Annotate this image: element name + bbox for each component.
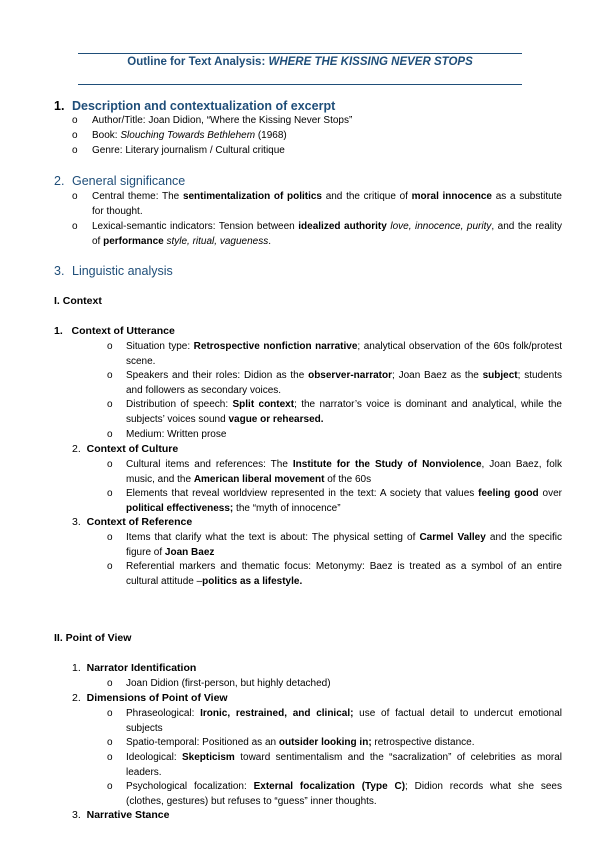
bullet-marker: o [107,737,113,748]
section-2-heading: 2. General significance [54,174,186,188]
bullet-marker: o [107,459,113,470]
context-of-reference-heading: 3. Context of Reference [72,516,193,528]
narrator-identification-heading: 1. Narrator Identification [72,662,197,674]
context-of-culture-heading: 2. Context of Culture [72,443,179,455]
speakers-item: Speakers and their roles: Didion as the observer-narrator; Joan Baez as the subject; students and followers as secondary voices. [126,370,562,396]
referential-markers-item: Referential markers and thematic focus: Metonymy: Baez is treated as a symbol of an entire cultural attitude –politics as a lifestyle. [126,561,562,587]
title-rule-bottom [78,84,522,85]
worldview-item: Elements that reveal worldview represented in the text: A society that values feeling good over political effectiveness; the “myth of innocence” [126,488,562,514]
part-i-heading: I. Context [54,295,102,307]
bullet-marker: o [72,145,78,156]
genre-item: Genre: Literary journalism / Cultural critique [92,145,285,156]
medium-item: Medium: Written prose [126,429,227,440]
title-rule-top [78,53,522,54]
bullet-marker: o [107,708,113,719]
book-item: Book: Slouching Towards Bethlehem (1968) [92,130,287,141]
bullet-marker: o [107,781,113,792]
phraseological-item: Phraseological: Ironic, restrained, and clinical; use of factual detail to undercut emotional subjects [126,708,562,734]
lexical-indicators-item: Lexical-semantic indicators: Tension between idealized authority love, innocence, purity, and the reality of performance style, ritual, vagueness. [92,221,562,247]
dimensions-heading: 2. Dimensions of Point of View [72,692,228,704]
bullet-marker: o [107,678,113,689]
bullet-marker: o [107,370,113,381]
bullet-marker: o [107,399,113,410]
part-ii-heading: II. Point of View [54,632,132,644]
bullet-marker: o [72,115,78,126]
bullet-marker: o [72,130,78,141]
situation-type-item: Situation type: Retrospective nonfiction narrative; analytical observation of the 60s folk/protest scene. [126,341,563,367]
bullet-marker: o [72,221,78,232]
psychological-item: Psychological focalization: External focalization (Type C); Didion records what she sees (clothes, gestures) but refuses to “guess” inner thoughts. [126,781,562,807]
bullet-marker: o [107,752,113,763]
bullet-marker: o [107,429,113,440]
central-theme-item: Central theme: The sentimentalization of politics and the critique of moral innocence as a substitute for thought. [92,191,562,217]
section-1-heading: 1. Description and contextualization of excerpt [54,99,336,113]
ideological-item: Ideological: Skepticism toward sentimentalism and the “sacralization” of celebrities as moral leaders. [126,752,562,778]
section-3-heading: 3. Linguistic analysis [54,264,173,278]
bullet-marker: o [107,561,113,572]
bullet-marker: o [72,191,78,202]
author-title-item: Author/Title: Joan Didion, “Where the Kissing Never Stops” [92,115,353,126]
page-title: Outline for Text Analysis: WHERE THE KISSING NEVER STOPS [127,56,473,68]
narrator-item: Joan Didion (first-person, but highly detached) [126,678,331,689]
cultural-items-item: Cultural items and references: The Institute for the Study of Nonviolence, Joan Baez, folk music, and the American liberal movement of the 60s [126,459,562,485]
clarifying-items-item: Items that clarify what the text is about: The physical setting of Carmel Valley and the specific figure of Joan Baez [126,532,563,558]
bullet-marker: o [107,532,113,543]
bullet-marker: o [107,488,113,499]
narrative-stance-heading: 3. Narrative Stance [72,809,170,821]
context-of-utterance-heading: 1. Context of Utterance [54,325,175,337]
spatio-temporal-item: Spatio-temporal: Positioned as an outsider looking in; retrospective distance. [126,737,475,748]
distribution-item: Distribution of speech: Split context; the narrator’s voice is dominant and analytical, while the subjects’ voices sound vague or rehearsed. [126,399,562,425]
bullet-marker: o [107,341,113,352]
